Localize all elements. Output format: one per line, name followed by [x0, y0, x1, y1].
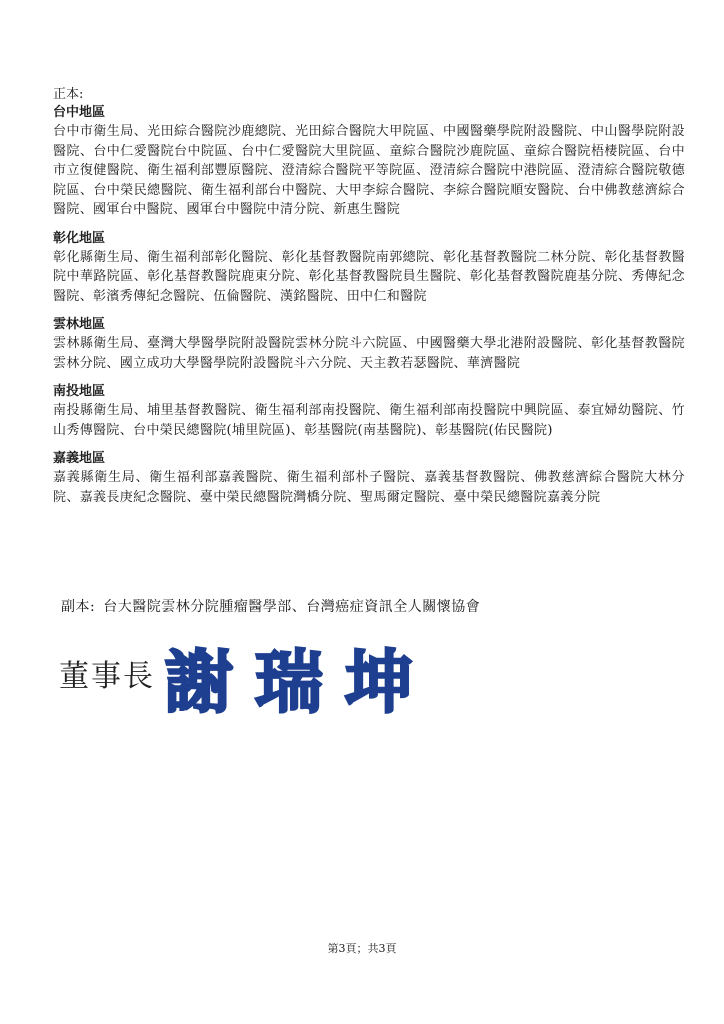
cc-label: 副本:: [61, 599, 96, 615]
region-changhua: [53, 230, 685, 307]
region-title: 嘉義地區: [53, 451, 106, 466]
region-title: 南投地區: [53, 384, 106, 399]
recipients-section: [53, 86, 685, 517]
signature-name: 謝瑞坤: [164, 643, 436, 720]
region-hospital-list: 雲林縣衛生局、臺灣大學醫學院附設醫院雲林分院斗六院區、中國醫藥大學北港附設醫院、彰化基督教醫院雲林分院、國立成功大學醫學院附設醫院斗六分院、天主教若瑟醫院、華濟醫院: [53, 336, 685, 371]
region-title: 彰化地區: [53, 230, 106, 246]
recipients-label: 正本:: [53, 87, 84, 102]
region-hospital-list: 南投縣衛生局、埔里基督教醫院、衛生福利部南投醫院、衛生福利部南投醫院中興院區、泰宜婦幼醫院、竹山秀傳醫院、台中榮民總醫院(埔里院區)、彰基醫院(南基醫院)、彰基醫院(佑民醫院): [53, 403, 685, 438]
region-hospital-list: 台中市衛生局、光田綜合醫院沙鹿總院、光田綜合醫院大甲院區、中國醫藥學院附設醫院、中山醫學院附設醫院、台中仁愛醫院台中院區、台中仁愛醫院大里院區、童綜合醫院沙鹿院區、童綜合醫院梧棲院區、台中市立復健醫院、衛生福利部豐原醫院、澄清綜合醫院平等院區、澄清綜合醫院中港院區、澄清綜合醫院敬德院區、台中榮民總醫院、衛生福利部台中醫院、大甲李綜合醫院、李綜合醫院順安醫院、台中佛教慈濟綜合醫院、國軍台中醫院、國軍台中醫院中清分院、新惠生醫院: [53, 124, 685, 217]
chairman-signature-seal: [160, 640, 440, 720]
region-title: 雲林地區: [53, 317, 106, 332]
signature-seal-graphic: [160, 640, 440, 720]
signatory-title: 董事長: [59, 659, 155, 694]
region-yunlin: [53, 316, 685, 373]
region-hospital-list: 嘉義縣衛生局、衛生福利部嘉義醫院、衛生福利部朴子醫院、嘉義基督教醫院、佛教慈濟綜合醫院大林分院、嘉義長庚紀念醫院、臺中榮民總醫院灣橋分院、聖馬爾定醫院、臺中榮民總醫院嘉義分院: [53, 470, 685, 505]
region-nantou: [53, 383, 685, 440]
region-title: 台中地區: [53, 105, 106, 120]
region-taichung: [53, 104, 685, 220]
cc-line: [61, 597, 480, 617]
page-footer: 第3頁；共3頁: [327, 942, 397, 955]
cc-recipients: 台大醫院雲林分院腫瘤醫學部、台灣癌症資訊全人關懷協會: [103, 599, 481, 615]
region-chiayi: [53, 450, 685, 507]
region-hospital-list: 彰化縣衛生局、衛生福利部彰化醫院、彰化基督教醫院南郭總院、彰化基督教醫院二林分院、彰化基督教醫院中華路院區、彰化基督教醫院鹿東分院、彰化基督教醫院員生醫院、彰化基督教醫院鹿基分院、秀傳紀念醫院、彰濱秀傳紀念醫院、伍倫醫院、漢銘醫院、田中仁和醫院: [53, 249, 685, 304]
